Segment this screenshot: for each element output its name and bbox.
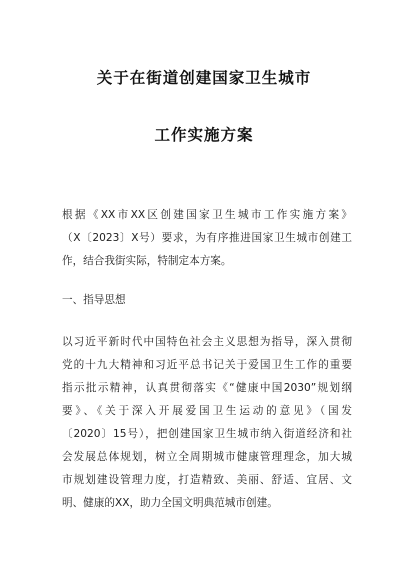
document-title-line-2: 工作实施方案 xyxy=(154,125,254,144)
body-line: 明、健康的XX，助力全国文明典范城市创建。 xyxy=(62,497,278,509)
body-line: 会发展总体规划，树立全周期城市健康管理理念，加大城 xyxy=(62,451,352,463)
intro-line: （X〔2023〕X号）要求，为有序推进国家卫生城市创建工 xyxy=(62,232,352,244)
section-heading-guiding-ideology xyxy=(62,289,352,312)
intro-paragraph xyxy=(62,204,352,273)
body-line: 以习近平新时代中国特色社会主义思想为指导，深入贯彻 xyxy=(62,336,352,348)
section-heading-text: 一、指导思想 xyxy=(62,294,126,306)
body-line: 〔2020〕15号），把创建国家卫生城市纳入街道经济和社 xyxy=(62,428,352,440)
intro-line: 作，结合我街实际，特制定本方案。 xyxy=(62,255,232,267)
body-line: 要》、《关于深入开展爱国卫生运动的意见》（国发 xyxy=(62,405,352,417)
body-line: 党的十九大精神和习近平总书记关于爱国卫生工作的重要 xyxy=(62,359,352,371)
document-title-line-1: 关于在街道创建国家卫生城市 xyxy=(96,68,312,87)
section-1-paragraph xyxy=(62,331,352,515)
body-line: 指示批示精神，认真贯彻落实《“健康中国2030”规划纲 xyxy=(62,382,352,394)
intro-line: 根据《XX市XX区创建国家卫生城市工作实施方案》 xyxy=(62,209,352,221)
body-line: 市规划建设管理力度，打造精致、美丽、舒适、宜居、文 xyxy=(62,474,352,486)
